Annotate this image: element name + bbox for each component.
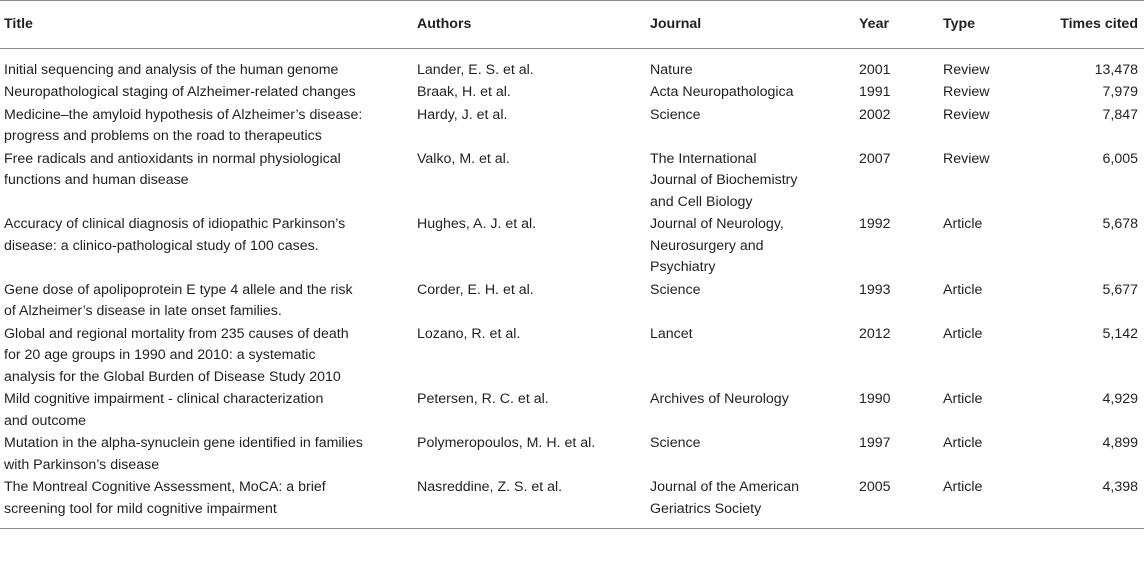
cell-type: Review [943,150,990,167]
table-row [0,389,1144,433]
cell-authors: Hardy, J. et al. [417,106,508,123]
cell-journal [646,214,855,280]
journal-line: Journal of Biochemistry [650,172,798,188]
cell-title [0,82,413,105]
cell-authors: Nasreddine, Z. S. et al. [413,477,646,529]
title-line: Free radicals and antioxidants in normal physiological [4,150,341,167]
cell-type: Article [943,325,983,342]
column-header-title: Title [0,1,413,49]
cell-journal [646,280,855,324]
table-row [0,214,1144,280]
cell-journal [646,389,855,433]
cell-times-cited: 4,398 [1031,477,1144,529]
cell-year: 1993 [859,281,891,298]
cell-title [0,214,413,280]
journal-line: Science [650,435,701,451]
title-line: Mutation in the alpha-synuclein gene identified in families [4,435,363,451]
cell-journal [646,149,855,215]
cell-journal [646,105,855,149]
title-line: Medicine–the amyloid hypothesis of Alzheimer’s disease: [4,106,363,123]
cell-journal [646,433,855,477]
cell-times-cited: 6,005 [1102,150,1138,167]
cell-title [0,149,413,215]
cell-type: Article [943,216,983,232]
cell-type: Review [943,106,990,123]
journal-line: Neurosurgery and [650,237,764,254]
title-line: Global and regional mortality from 235 causes of death [4,325,349,342]
cell-authors: Braak, H. et al. [417,84,511,100]
journal-line: Acta Neuropathologica [650,84,794,100]
title-line: disease: a clinico-pathological study of 100 cases. [4,237,319,254]
cell-journal [646,324,855,390]
table-row [0,280,1144,324]
journal-line: Archives of Neurology [650,391,789,407]
cell-times-cited: 5,142 [1102,325,1138,342]
table-row [0,48,1144,82]
title-line: The Montreal Cognitive Assessment, MoCA: a brief [4,479,326,495]
table-row [0,149,1144,215]
cell-title [0,433,413,477]
cell-times-cited: 4,929 [1102,391,1138,407]
cell-times-cited: 7,847 [1102,106,1138,123]
journal-line: Science [650,106,701,123]
table-row [0,324,1144,390]
title-line: functions and human disease [4,172,189,188]
table-body [0,48,1144,529]
journal-line: Journal of Neurology, [650,216,784,232]
table-row [0,105,1144,149]
cell-authors: Lander, E. S. et al. [417,61,534,78]
cell-authors: Valko, M. et al. [417,150,510,167]
title-line: with Parkinson’s disease [4,456,160,473]
title-line: screening tool for mild cognitive impairment [4,500,277,517]
column-header-times-cited: Times cited [1031,1,1144,49]
cell-type: Review [943,61,990,78]
cell-authors: Corder, E. H. et al. [417,281,534,298]
cell-year: 1997 [859,435,891,451]
journal-line: Science [650,281,701,298]
title-line: Accuracy of clinical diagnosis of idiopathic Parkinson’s [4,216,346,232]
journal-line: Psychiatry [650,259,716,275]
table-row [0,433,1144,477]
title-line: Mild cognitive impairment - clinical characterization [4,391,324,407]
cell-year: 2005 [855,477,939,529]
cell-type: Review [943,84,990,100]
cell-year: 1992 [859,216,891,232]
table-row [0,82,1144,105]
cell-authors: Polymeropoulos, M. H. et al. [417,435,596,451]
column-header-year: Year [855,1,939,49]
cell-type: Article [943,391,983,407]
header-row [0,1,1144,49]
title-line: progress and problems on the road to therapeutics [4,128,322,144]
cell-year: 1991 [859,84,891,100]
title-line: analysis for the Global Burden of Disease Study 2010 [4,368,341,385]
cell-title [0,324,413,390]
cell-year: 2002 [859,106,891,123]
cell-year: 1990 [859,391,891,407]
journal-line: Nature [650,61,693,78]
cell-journal [646,48,855,82]
title-line: and outcome [4,412,87,429]
journal-line: Lancet [650,325,693,342]
cell-title [0,280,413,324]
cell-title [0,477,413,529]
cell-authors: Lozano, R. et al. [417,325,521,342]
cell-year: 2001 [859,61,891,78]
journal-line: Journal of the American [650,479,800,495]
title-line: for 20 age groups in 1990 and 2010: a systematic [4,347,316,363]
title-line: Initial sequencing and analysis of the human genome [4,61,339,78]
cell-title [0,389,413,433]
journal-line: The International [650,150,757,167]
title-line: of Alzheimer’s disease in late onset families. [4,303,282,319]
cell-type: Article [943,435,983,451]
cell-year: 2007 [859,150,891,167]
cell-year: 2012 [859,325,891,342]
cell-times-cited: 5,677 [1102,281,1138,298]
column-header-authors: Authors [413,1,646,49]
cell-times-cited: 7,979 [1102,84,1138,100]
cell-title [0,48,413,82]
title-line: Gene dose of apolipoprotein E type 4 allele and the risk [4,281,353,298]
cell-authors: Hughes, A. J. et al. [417,216,537,232]
column-header-type: Type [939,1,1031,49]
cell-authors: Petersen, R. C. et al. [417,391,549,407]
cell-type: Article [939,477,1031,529]
cell-title [0,105,413,149]
column-header-journal: Journal [646,1,855,49]
cell-journal [646,477,855,529]
cell-journal [646,82,855,105]
cell-times-cited: 13,478 [1094,61,1138,78]
journal-line: and Cell Biology [650,193,753,210]
cell-times-cited: 4,899 [1102,435,1138,451]
table-header [0,1,1144,49]
cell-type: Article [943,281,983,298]
cell-times-cited: 5,678 [1102,216,1138,232]
title-line: Neuropathological staging of Alzheimer-related changes [4,84,356,100]
journal-line: Geriatrics Society [650,500,762,517]
table-row [0,477,1144,529]
